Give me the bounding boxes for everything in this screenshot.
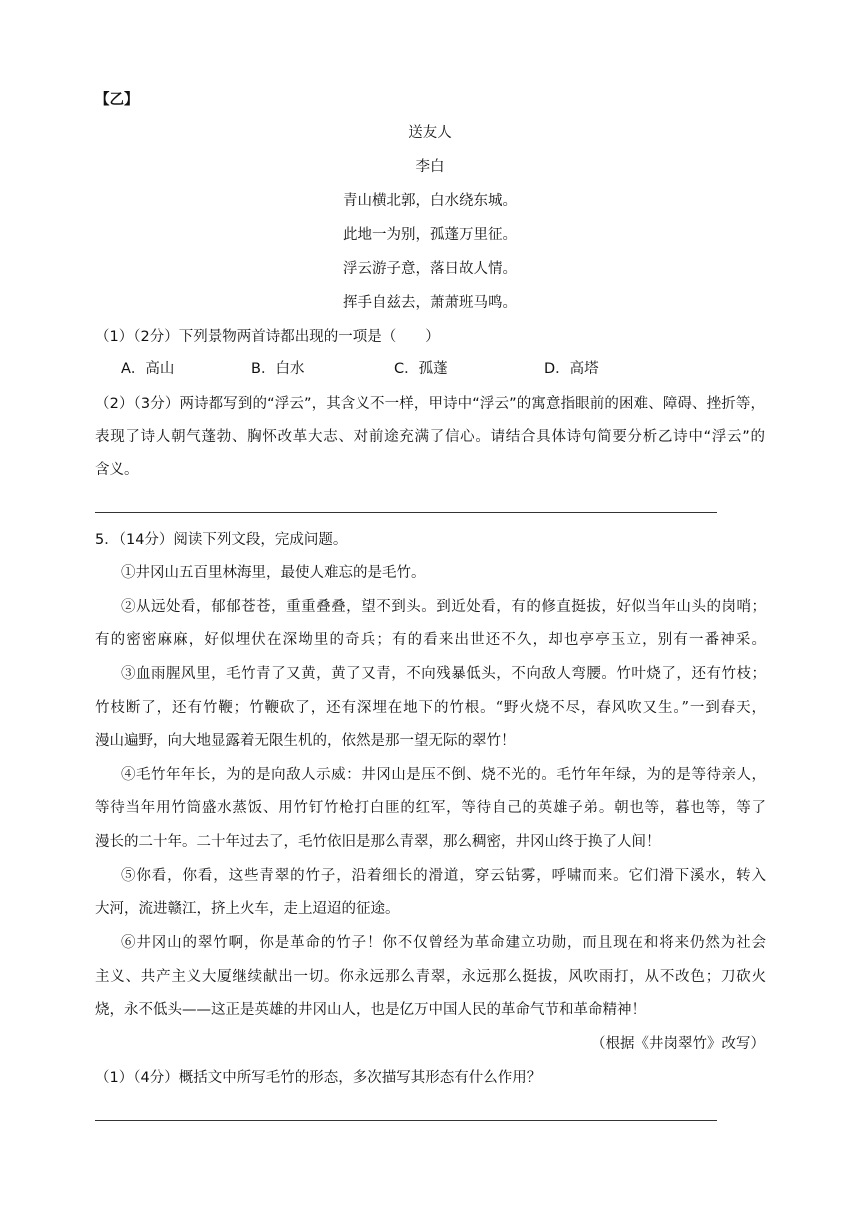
q4-part1-stem: （1）（2分）下列景物两首诗都出现的一项是（ ） <box>95 329 440 345</box>
poem-line: 此地一为别，孤蓬万里征。 <box>343 227 517 243</box>
paragraph-line: 等待当年用竹筒盛水蒸饭、用竹钉竹枪打白匪的红军，等待自己的英雄子弟。朝也等，暮也等，等了 <box>95 800 766 816</box>
paragraph-line: ⑥井冈山的翠竹啊，你是革命的竹子！你不仅曾经为革命建立功勋，而且现在和将来仍然为社会 <box>121 935 766 951</box>
q5-header: 5．（14分）阅读下列文段，完成问题。 <box>95 532 348 548</box>
source-note: （根据《井岗翠竹》改写） <box>591 1036 765 1052</box>
option-c: C．孤蓬 <box>394 361 448 377</box>
paragraph-line: ④毛竹年年长，为的是向敌人示威：井冈山是压不倒、烧不光的。毛竹年年绿，为的是等待亲人， <box>121 767 766 783</box>
answer-line <box>95 1120 717 1121</box>
poem-title: 送友人 <box>408 125 452 141</box>
paragraph-line: 漫山遍野，向大地显露着无限生机的，依然是那一望无际的翠竹！ <box>95 733 516 749</box>
q5-part1-stem: （1）（4分）概括文中所写毛竹的形态，多次描写其形态有什么作用？ <box>95 1070 542 1086</box>
paragraph-line: 烧，永不低头——这正是英雄的井冈山人，也是亿万中国人民的革命气节和革命精神！ <box>95 1002 646 1018</box>
poem-line: 青山横北郭，白水绕东城。 <box>343 193 517 209</box>
option-b: B．白水 <box>251 361 305 377</box>
poem-line: 挥手自兹去，萧萧班马鸣。 <box>343 295 517 311</box>
option-d: D．高塔 <box>544 361 599 377</box>
paragraph-line: 有的密密麻麻，好似埋伏在深坳里的奇兵；有的看来出世还不久，却也亭亭玉立，别有一番神采。 <box>95 632 766 648</box>
paragraph-line: ⑤你看，你看，这些青翠的竹子，沿着细长的滑道，穿云钻雾，呼啸而来。它们滑下溪水，转入 <box>121 868 766 884</box>
poem-line: 浮云游子意，落日故人情。 <box>343 261 517 277</box>
paragraph-line: 竹枝断了，还有竹鞭；竹鞭砍了，还有深埋在地下的竹根。“野火烧不尽，春风吹又生。”一到春天， <box>95 700 766 716</box>
paragraph-line: 大河，流进赣江，挤上火车，走上迢迢的征途。 <box>95 901 400 917</box>
paragraph-line: ②从远处看，郁郁苍苍，重重叠叠，望不到头。到近处看，有的修直挺拔，好似当年山头的岗哨； <box>121 599 766 615</box>
section-label: 【乙】 <box>95 92 139 108</box>
q4-part2-line: 含义。 <box>95 462 139 478</box>
q4-part2-line: 表现了诗人朝气蓬勃、胸怀改革大志、对前途充满了信心。请结合具体诗句简要分析乙诗中“浮云”的 <box>95 429 765 445</box>
paragraph-line: 漫长的二十年。二十年过去了，毛竹依旧是那么青翠，那么稠密，井冈山终于换了人间！ <box>95 834 661 850</box>
option-a: A．高山 <box>121 361 175 377</box>
answer-line <box>95 512 717 513</box>
poem-author: 李白 <box>415 159 445 175</box>
q4-part2-line: （2）（3分）两诗都写到的“浮云”，其含义不一样，甲诗中“浮云”的寓意指眼前的困难、障碍、挫折等， <box>95 396 765 412</box>
paragraph-line: ③血雨腥风里，毛竹青了又黄，黄了又青，不向残暴低头，不向敌人弯腰。竹叶烧了，还有竹枝； <box>121 666 766 682</box>
paragraph-line: 主义、共产主义大厦继续献出一切。你永远那么青翠，永远那么挺拔，风吹雨打，从不改色；刀砍火 <box>95 969 766 985</box>
paragraph-line: ①井冈山五百里林海里，最使人难忘的是毛竹。 <box>121 565 426 581</box>
